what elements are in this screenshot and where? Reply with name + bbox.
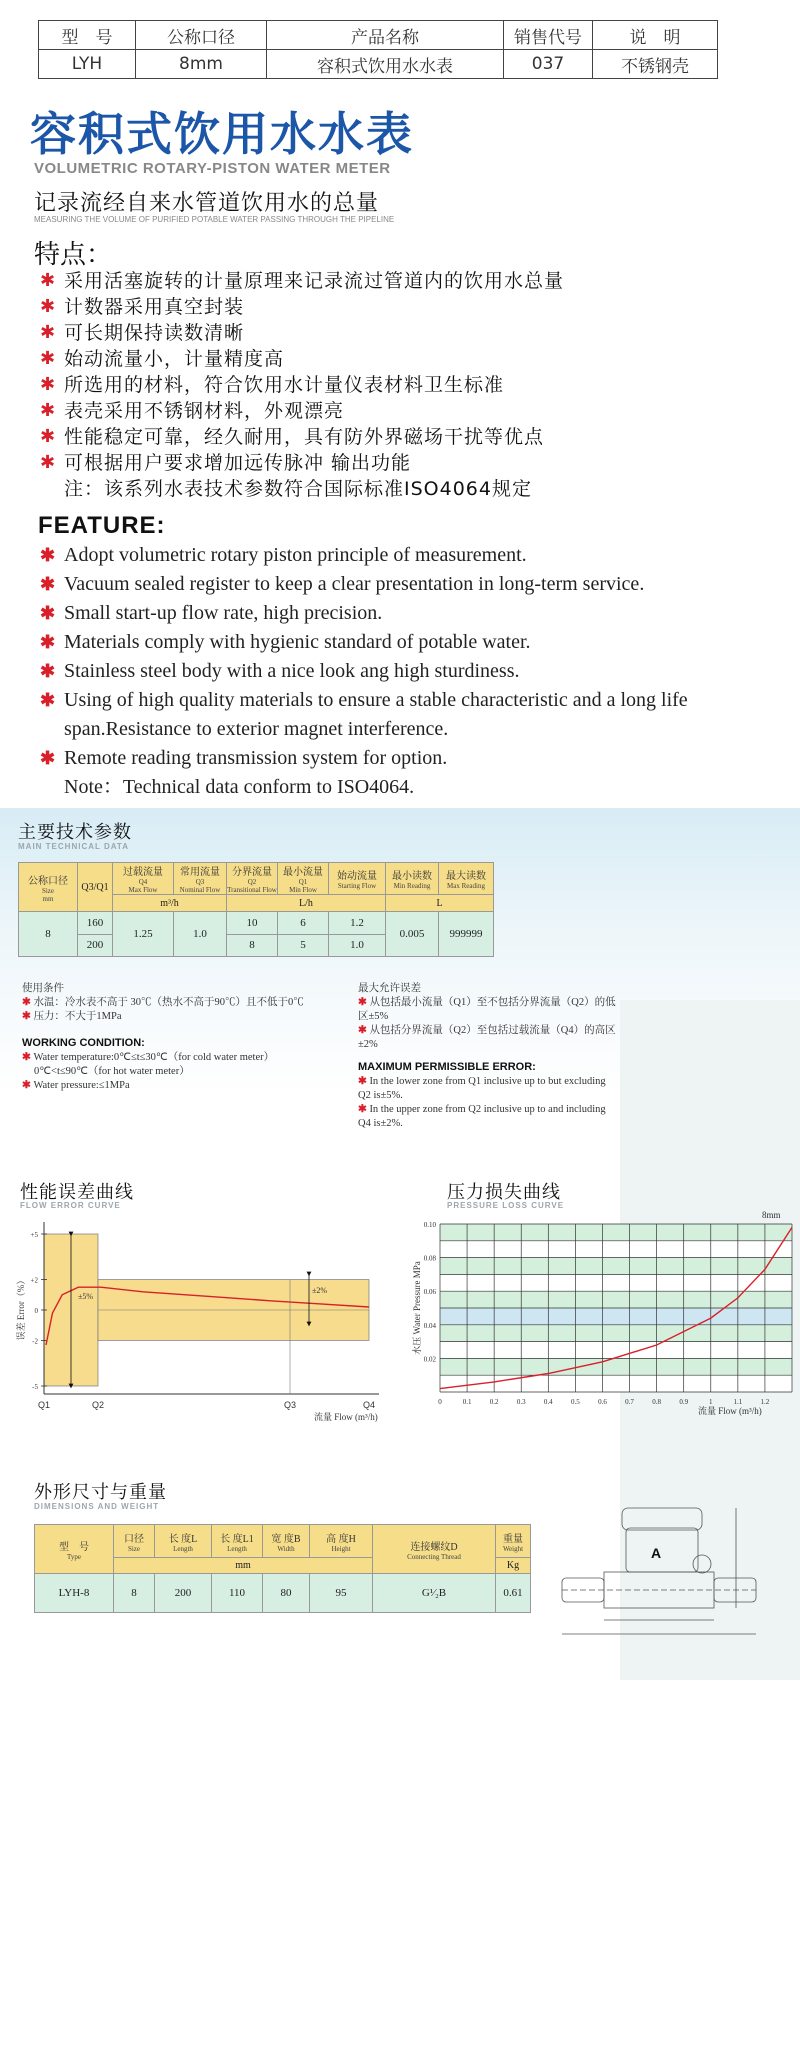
val-q4: 1.25 <box>113 912 174 957</box>
feature-en-item <box>40 628 800 657</box>
feature-cn-item <box>40 294 564 320</box>
pressure-x-tick-label: 0.8 <box>652 1398 661 1406</box>
pressure-x-tick-label: 0.3 <box>516 1398 526 1406</box>
dh-thread <box>373 1525 496 1574</box>
product-table-row <box>39 50 718 79</box>
feature-en-text: Remote reading transmission system for option. <box>64 747 448 769</box>
feature-en-item <box>40 599 800 628</box>
pressure-x-label: 流量 Flow (m³/h) <box>698 1406 762 1416</box>
th-q4-code: Q4 <box>138 878 148 886</box>
feature-cn-text: 性能稳定可靠，经久耐用，具有防外界磁场干扰等优点 <box>64 426 545 448</box>
dim-weight: 0.61 <box>496 1574 531 1613</box>
feature-en-item <box>40 657 800 686</box>
pressure-grid-row <box>440 1342 792 1359</box>
th-start-cn: 始动流量 <box>337 871 377 882</box>
cond-cn-2 <box>22 1010 342 1024</box>
feature-en-item <box>40 570 800 599</box>
pressure-x-tick-label: 1 <box>709 1398 713 1406</box>
dim-thread: G¹⁄₂B <box>373 1574 496 1613</box>
dh-width-cn: 宽 度B <box>271 1533 301 1545</box>
cond-en-1 <box>22 1051 342 1065</box>
th-size <box>19 863 78 912</box>
tech-title-en: MAIN TECHNICAL DATA <box>18 842 129 851</box>
feature-cn-item <box>40 424 564 450</box>
val-size: 8 <box>19 912 78 957</box>
error-y-tick-label: -2 <box>32 1337 38 1346</box>
dh-length <box>155 1525 212 1558</box>
error-x-tick-label: Q1 <box>37 1400 51 1410</box>
th-size-unit: mm <box>42 894 54 903</box>
pressure-x-tick-label: 1.1 <box>733 1398 743 1406</box>
page-title: 容积式饮用水水表 <box>30 107 414 161</box>
dh-width-en: Width <box>277 1544 295 1553</box>
header-description: 说 明 <box>593 21 718 50</box>
pressure-grid-row <box>440 1258 792 1275</box>
th-q3-cn: 常用流量 <box>180 867 220 878</box>
subtitle-en: MEASURING THE VOLUME OF PURIFIED POTABLE WATER PASSING THROUGH THE PIPELINE <box>34 215 395 224</box>
error-curve-chart <box>14 1216 394 1436</box>
product-table-header <box>39 21 718 50</box>
feature-cn-item <box>40 372 564 398</box>
star-bullet-icon: ✱ <box>358 997 370 1008</box>
pressure-y-ticks <box>424 1221 437 1363</box>
val-min-reading: 0.005 <box>386 912 439 957</box>
val-q1-2: 5 <box>278 934 329 957</box>
star-bullet-icon: ✱ <box>22 997 34 1008</box>
unit-l: L <box>386 895 494 912</box>
pulse-unit <box>693 1555 711 1573</box>
th-q2-cn: 分界流量 <box>232 867 272 878</box>
error-x-tick-label: Q2 <box>91 1400 105 1410</box>
th-max-reading-cn: 最大读数 <box>446 871 486 882</box>
star-bullet-icon: ✱ <box>22 1080 34 1091</box>
feature-en-note <box>40 773 800 802</box>
star-bullet-icon: ✱ <box>40 374 57 395</box>
pressure-x-tick-label: 0.5 <box>571 1398 580 1406</box>
pressure-grid <box>440 1224 792 1392</box>
th-q4-cn: 过载流量 <box>123 867 163 878</box>
register-housing <box>626 1528 698 1572</box>
dh-height-en: Height <box>331 1544 351 1553</box>
star-bullet-icon: ✱ <box>40 632 56 652</box>
header-sales-code: 销售代号 <box>504 21 593 50</box>
th-q3-code: Q3 <box>195 878 205 886</box>
error-x-ticks <box>38 1400 375 1410</box>
val-start-1: 1.2 <box>329 912 386 935</box>
dh-length1-en: Length <box>227 1544 247 1553</box>
dimensions-title: 外形尺寸与重量 <box>34 1482 167 1503</box>
th-min-reading-en: Min Reading <box>393 882 431 890</box>
error-curve-title-en: FLOW ERROR CURVE <box>20 1201 121 1210</box>
val-q2-1: 10 <box>227 912 278 935</box>
pressure-grid-row <box>440 1358 792 1375</box>
feature-en-text: Small start-up flow rate, high precision. <box>64 602 383 624</box>
th-q1-cn: 最小流量 <box>283 867 323 878</box>
cond-en-2-text: Water pressure:≤1MPa <box>33 1080 130 1091</box>
pressure-x-tick-label: 0.7 <box>625 1398 634 1406</box>
err-en-2-text: In the upper zone from Q2 inclusive up to and including Q4 is±2%. <box>358 1104 606 1129</box>
feature-en-item <box>40 541 800 570</box>
unit-m3h: m³/h <box>113 895 227 912</box>
star-bullet-icon: ✱ <box>40 690 56 710</box>
cell-sales-code: 037 <box>504 50 593 79</box>
cond-cn-title: 使用条件 <box>22 983 64 994</box>
page-title-en: VOLUMETRIC ROTARY-PISTON WATER METER <box>34 160 391 177</box>
err-cn-2 <box>358 1024 618 1052</box>
pressure-x-tick-label: 0.6 <box>598 1398 607 1406</box>
th-q1-code: Q1 <box>298 878 308 886</box>
star-bullet-icon: ✱ <box>40 545 56 565</box>
feature-cn-item <box>40 320 564 346</box>
star-bullet-icon: ✱ <box>40 348 57 369</box>
feature-cn-note <box>40 476 564 502</box>
dim-type: LYH-8 <box>35 1574 114 1613</box>
cond-cn-2-text: 压力：不大于1MPa <box>33 1011 122 1022</box>
star-bullet-icon: ✱ <box>40 603 56 623</box>
dh-length-en: Length <box>173 1544 193 1553</box>
dim-size: 8 <box>114 1574 155 1613</box>
th-size-cn: 公称口径 <box>28 875 68 887</box>
features-en-list <box>40 541 800 802</box>
feature-cn-item <box>40 346 564 372</box>
th-start-en: Starting Flow <box>337 882 377 890</box>
feature-cn-note-text: 注：该系列水表技术参数符合国际标准ISO4064规定 <box>64 478 532 500</box>
error-x-label: 流量 Flow (m³/h) <box>314 1412 378 1422</box>
dh-unit-kg: Kg <box>496 1558 531 1574</box>
dim-height: 95 <box>310 1574 373 1613</box>
err-en-2 <box>358 1103 618 1131</box>
pressure-y-tick-label: 0.10 <box>423 1221 436 1229</box>
pressure-x-tick-label: 0.4 <box>543 1398 553 1406</box>
star-bullet-icon: ✱ <box>40 400 57 421</box>
error-x-tick-label: Q4 <box>362 1400 376 1410</box>
th-max-reading <box>439 863 494 895</box>
feature-cn-text: 计数器采用真空封装 <box>64 296 245 318</box>
pressure-grid-row <box>440 1291 792 1308</box>
dh-size-en: Size <box>127 1544 141 1553</box>
feature-en-text: Using of high quality materials to ensure a stable characteristic and a long life span.Resistance to exterior magnet interference. <box>64 689 688 740</box>
val-q3: 1.0 <box>174 912 227 957</box>
err-cn-1-text: 从包括最小流量（Q1）至不包括分界流量（Q2）的低区±5% <box>358 997 616 1022</box>
star-bullet-icon: ✱ <box>40 748 56 768</box>
star-bullet-icon: ✱ <box>40 322 57 343</box>
err-cn-2-text: 从包括分界流量（Q2）至包括过载流量（Q4）的高区±2% <box>358 1025 616 1050</box>
star-bullet-icon: ✱ <box>40 661 56 681</box>
err-cn-1 <box>358 996 618 1024</box>
val-start-2: 1.0 <box>329 934 386 957</box>
dim-length1: 110 <box>212 1574 263 1613</box>
dimensions-title-en: DIMENSIONS AND WEIGHT <box>34 1502 160 1511</box>
error-band-low-label: ±5% <box>78 1292 94 1301</box>
feature-cn-text: 表壳采用不锈钢材料，外观漂亮 <box>64 400 345 422</box>
meter-drawing <box>556 1488 762 1660</box>
dimensions-table <box>34 1524 531 1613</box>
pressure-y-tick-label: 0.06 <box>423 1288 436 1297</box>
star-bullet-icon: ✱ <box>40 426 57 447</box>
th-q2-en: Transitional Flow <box>227 886 277 894</box>
th-min-reading <box>386 863 439 895</box>
cell-description: 不锈钢壳 <box>593 50 718 79</box>
features-en-heading: FEATURE: <box>38 512 166 539</box>
pressure-grid-row <box>440 1241 792 1258</box>
dh-weight-en: Weight <box>502 1544 524 1553</box>
working-conditions <box>22 982 342 1093</box>
feature-en-note-text: Note：Technical data conform to ISO4064. <box>64 776 415 798</box>
cond-en-1b: 0℃<t≤90℃（for hot water meter） <box>34 1066 190 1077</box>
th-start <box>329 863 386 895</box>
feature-cn-text: 所选用的材料，符合饮用水计量仪表材料卫生标准 <box>64 374 505 396</box>
header-model: 型 号 <box>39 21 136 50</box>
th-min-reading-cn: 最小读数 <box>392 871 432 882</box>
th-q4-en: Max Flow <box>128 886 158 894</box>
pressure-x-tick-label: 0.9 <box>679 1398 689 1406</box>
error-y-tick-label: 0 <box>34 1307 38 1315</box>
feature-cn-text: 始动流量小，计量精度高 <box>64 348 285 370</box>
pressure-curve-chart <box>404 1208 794 1428</box>
dh-weight <box>496 1525 531 1558</box>
pressure-x-tick-label: 0 <box>438 1398 442 1406</box>
val-q1-1: 6 <box>278 912 329 935</box>
pressure-series-label: 8mm <box>762 1210 781 1220</box>
feature-en-item <box>40 744 800 773</box>
pressure-y-tick-label: 0.08 <box>423 1254 436 1263</box>
star-bullet-icon: ✱ <box>40 270 57 291</box>
header-product-name: 产品名称 <box>267 21 504 50</box>
cond-en-title: WORKING CONDITION: <box>22 1037 145 1049</box>
th-q2 <box>227 863 278 895</box>
feature-en-item <box>40 686 800 744</box>
dim-length: 200 <box>155 1574 212 1613</box>
dh-length-cn: 长 度L <box>168 1533 198 1545</box>
dh-height <box>310 1525 373 1558</box>
feature-cn-text: 可长期保持读数清晰 <box>64 322 245 344</box>
err-en-1-text: In the lower zone from Q1 inclusive up to but excluding Q2 is±5%. <box>358 1076 606 1101</box>
th-q4 <box>113 863 174 895</box>
pressure-curve-title-en: PRESSURE LOSS CURVE <box>447 1201 565 1210</box>
th-size-en: Size <box>41 886 55 895</box>
pressure-y-tick-label: 0.04 <box>423 1321 436 1330</box>
pressure-x-tick-label: 0.1 <box>462 1398 472 1406</box>
product-table <box>38 20 718 79</box>
pressure-grid-row <box>440 1274 792 1291</box>
pressure-grid-row <box>440 1325 792 1342</box>
dim-width: 80 <box>263 1574 310 1613</box>
pressure-grid-row <box>440 1224 792 1241</box>
pressure-grid-row <box>440 1375 792 1392</box>
error-y-tick-label: -5 <box>32 1383 38 1391</box>
feature-en-text: Materials comply with hygienic standard of potable water. <box>64 631 531 653</box>
dh-size-cn: 口径 <box>124 1533 144 1545</box>
drawing-marker-a: A <box>650 1545 662 1561</box>
feature-cn-item <box>40 450 564 476</box>
star-bullet-icon: ✱ <box>22 1052 34 1063</box>
feature-en-text: Stainless steel body with a nice look ang high sturdiness. <box>64 660 520 682</box>
th-q2-code: Q2 <box>247 878 257 886</box>
val-q2-2: 8 <box>227 934 278 957</box>
star-bullet-icon: ✱ <box>358 1025 370 1036</box>
cond-en-1-text: Water temperature:0℃≤t≤30℃（for cold water meter） <box>33 1052 275 1063</box>
pressure-x-tick-label: 0.2 <box>489 1398 499 1406</box>
pressure-y-label: 水压 Water Pressure MPa <box>412 1261 422 1355</box>
features-cn-list <box>40 268 564 502</box>
dh-type-en: Type <box>67 1552 81 1561</box>
error-band-high-label: ±2% <box>312 1286 328 1295</box>
header-size: 公称口径 <box>136 21 267 50</box>
tech-title: 主要技术参数 <box>18 822 132 843</box>
error-x-tick-label: Q3 <box>283 1400 297 1410</box>
dh-height-cn: 高 度H <box>326 1533 356 1545</box>
dh-size <box>114 1525 155 1558</box>
tech-data-table <box>18 862 494 957</box>
cell-model: LYH <box>39 50 136 79</box>
star-bullet-icon: ✱ <box>40 296 57 317</box>
error-y-label: 误差 Error（%） <box>16 1275 26 1341</box>
dh-width <box>263 1525 310 1558</box>
unit-lh: L/h <box>227 895 386 912</box>
meter-cover <box>622 1508 702 1530</box>
th-q3 <box>174 863 227 895</box>
th-max-reading-en: Max Reading <box>447 882 485 890</box>
star-bullet-icon: ✱ <box>22 1011 34 1022</box>
error-y-tick-label: +5 <box>30 1231 38 1239</box>
cond-en-2 <box>22 1079 342 1093</box>
pressure-y-tick-label: 0.02 <box>423 1355 436 1364</box>
star-bullet-icon: ✱ <box>358 1076 370 1087</box>
star-bullet-icon: ✱ <box>40 574 56 594</box>
dh-weight-cn: 重量 <box>503 1533 523 1545</box>
error-y-tick-label: +2 <box>30 1276 38 1285</box>
pressure-curve-title: 压力损失曲线 <box>447 1182 561 1203</box>
cell-product-name: 容积式饮用水水表 <box>267 50 504 79</box>
err-cn-title: 最大允许误差 <box>358 983 421 994</box>
subtitle-cn: 记录流经自来水管道饮用水的总量 <box>34 191 380 216</box>
cond-cn-1 <box>22 996 342 1010</box>
feature-cn-text: 采用活塞旋转的计量原理来记录流过管道内的饮用水总量 <box>64 270 565 292</box>
dh-thread-en: Connecting Thread <box>407 1552 461 1561</box>
th-ratio: Q3/Q1 <box>78 863 113 912</box>
pressure-grid-row <box>440 1308 792 1325</box>
star-bullet-icon: ✱ <box>358 1104 370 1115</box>
dh-thread-cn: 连接螺纹D <box>410 1541 458 1553</box>
val-ratio-2: 200 <box>78 934 113 957</box>
err-en-title: MAXIMUM PERMISSIBLE ERROR: <box>358 1061 536 1073</box>
th-q3-en: Nominal Flow <box>179 886 221 894</box>
feature-en-text: Adopt volumetric rotary piston principle of measurement. <box>64 544 527 566</box>
permissible-error <box>358 982 618 1131</box>
feature-en-text: Vacuum sealed register to keep a clear presentation in long-term service. <box>64 573 645 595</box>
feature-cn-item <box>40 398 564 424</box>
err-en-1 <box>358 1075 618 1103</box>
th-q1 <box>278 863 329 895</box>
val-max-reading: 999999 <box>439 912 494 957</box>
val-ratio-1: 160 <box>78 912 113 935</box>
star-bullet-icon: ✱ <box>40 452 57 473</box>
error-curve-title: 性能误差曲线 <box>20 1182 134 1203</box>
pressure-x-ticks <box>438 1398 770 1406</box>
cond-cn-1-text: 水温：冷水表不高于 30℃（热水不高于90℃）且不低于0℃ <box>33 997 304 1008</box>
feature-cn-item <box>40 268 564 294</box>
features-cn-heading: 特点： <box>34 240 113 270</box>
dh-type <box>35 1525 114 1574</box>
feature-cn-text: 可根据用户要求增加远传脉冲 输出功能 <box>64 452 412 474</box>
dh-length1-cn: 长 度L1 <box>220 1533 254 1545</box>
th-q1-en: Min Flow <box>289 886 317 894</box>
dh-length1 <box>212 1525 263 1558</box>
dh-type-cn: 型 号 <box>59 1541 89 1553</box>
pressure-x-tick-label: 1.2 <box>760 1398 770 1406</box>
dh-unit-mm: mm <box>114 1558 373 1574</box>
cell-size: 8mm <box>136 50 267 79</box>
